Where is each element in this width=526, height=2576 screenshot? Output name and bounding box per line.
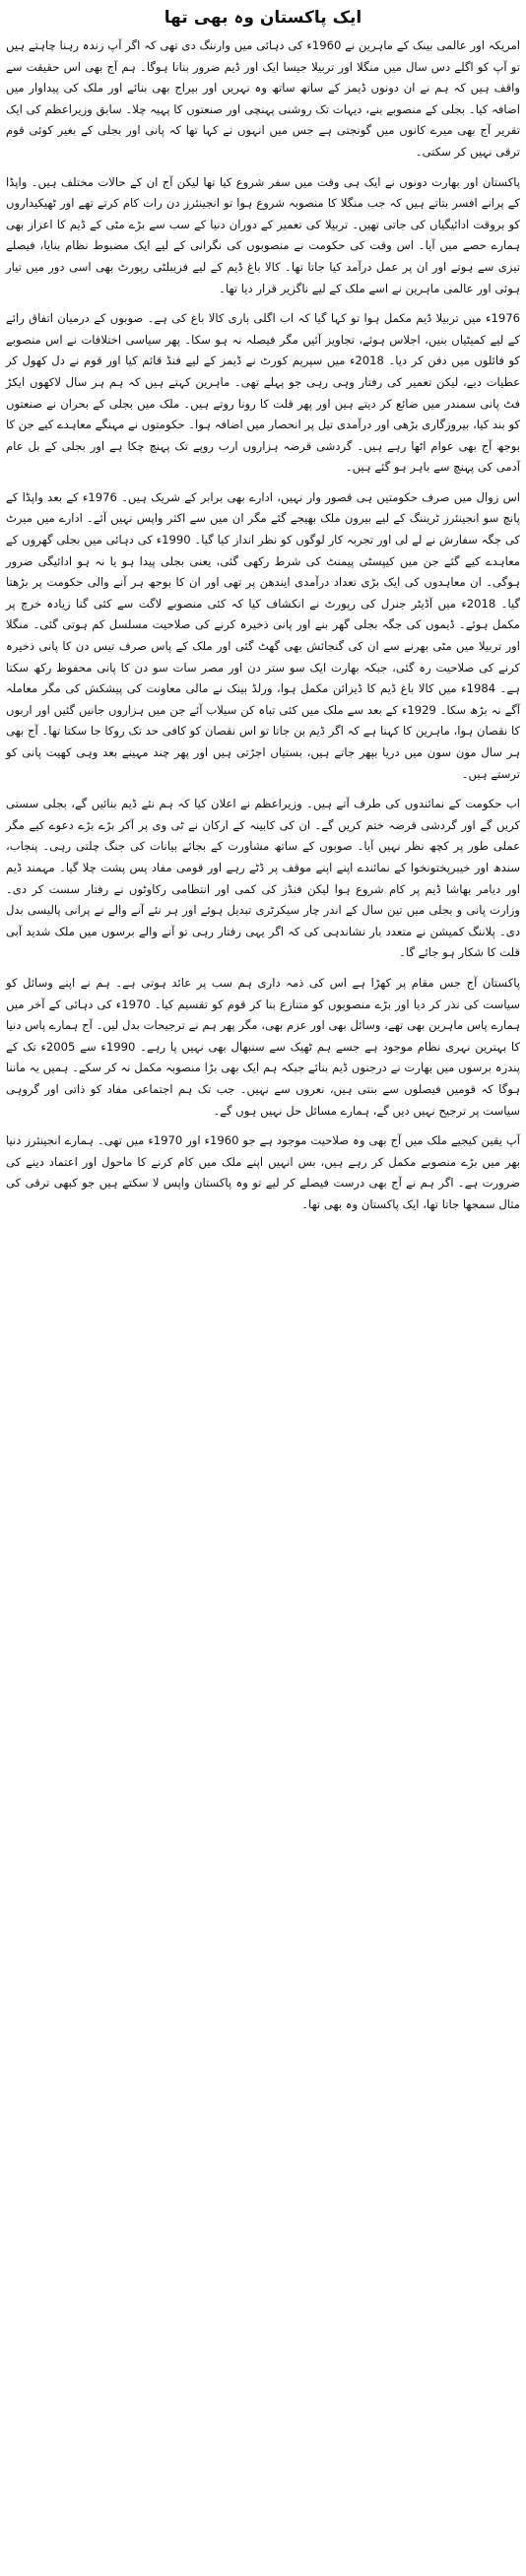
- article-paragraph-3: 1976ء میں تربیلا ڈیم مکمل ہوا تو کہا گیا کہ اب اگلی باری کالا باغ کی ہے۔ صوبوں کے درمیان اتفاق رائے کے لیے کمیٹیاں بنیں، اجلاس ہوئے، تجاویز آئیں مگر فیصلہ نہ ہو سکا۔ پھر سیاسی اختلافات نے اس منصوبے کو فائلوں میں دفن کر دیا۔ 2018ء میں سپریم کورٹ نے ڈیمز کے لیے فنڈ قائم کیا اور قوم نے دل کھول کر عطیات دیے، لیکن تعمیر کی رفتار وہی رہی جو پہلے تھی۔ ماہرین کہتے ہیں کہ ہم ہر سال لاکھوں ایکڑ فٹ پانی سمندر میں ضائع کر دیتے ہیں اور پھر قلت کا رونا روتے ہیں۔ ملک میں بجلی کے بحران نے صنعتوں کو بند کیا، بیروزگاری بڑھی اور درآمدی تیل پر انحصار میں اضافہ ہوا۔ حکومتوں نے مہنگے معاہدے کیے جن کا بوجھ آج بھی عوام اٹھا رہے ہیں۔ گردشی قرضہ ہزاروں ارب روپے تک پہنچ چکا ہے اور بجلی کے بل عام آدمی کی پہنچ سے باہر ہو گئے ہیں۔: [6, 311, 521, 475]
- article-title: ایک پاکستان وہ بھی تھا: [164, 8, 362, 28]
- article-body: [6, 35, 520, 1215]
- article-paragraph-4: اس زوال میں صرف حکومتیں ہی قصور وار نہیں، ادارے بھی برابر کے شریک ہیں۔ 1976ء کے بعد واپڈا کے پانچ سو انجینئرز ٹریننگ کے لیے بیرون ملک بھیجے گئے مگر ان میں سے اکثر واپس نہیں آئے۔ ادارے میں میرٹ کی جگہ سفارش نے لے لی اور تجربہ کار لوگوں کو نظر انداز کیا گیا۔ 1990ء کی دہائی میں بجلی گھروں کے معاہدے کیے گئے جن میں کیپسٹی پیمنٹ کی شرط رکھی گئی، یعنی بجلی پیدا ہو یا نہ ہو ادائیگی ضرور ہوگی۔ ان معاہدوں کی ایک بڑی تعداد درآمدی ایندھن پر تھی اور ان کا بوجھ ہر آنے والی حکومت پر بڑھتا گیا۔ 2018ء میں آڈیٹر جنرل کی رپورٹ نے انکشاف کیا کہ کئی منصوبے لاگت سے کئی گنا زیادہ خرچ پر مکمل ہوئے۔ ڈیموں کی جگہ بجلی گھر بنے اور پانی ذخیرہ کرنے کی صلاحیت مسلسل کم ہوتی گئی۔ منگلا اور تربیلا میں مٹی بھرنے سے ان کی گنجائش بھی گھٹ گئی اور ملک کے پاس صرف تیس دن کا پانی ذخیرہ کرنے کی صلاحیت رہ گئی، جبکہ بھارت ایک سو ستر دن اور مصر سات سو دن کا پانی محفوظ رکھ سکتا ہے۔ 1984ء میں کالا باغ ڈیم کا ڈیزائن مکمل ہوا، ورلڈ بینک نے مالی معاونت کی پیشکش کی مگر معاملہ آگے نہ بڑھ سکا۔ 1929ء کے بعد سے ملک میں کئی تباہ کن سیلاب آئے جن میں ہزاروں جانیں گئیں اور اربوں کا نقصان ہوا، ماہرین کا کہنا ہے کہ اگر ڈیم بن جاتا تو اس نقصان کو کافی حد تک روکا جا سکتا تھا۔ آج بھی ہر سال مون سون میں دریا بپھر جاتے ہیں، بستیاں اجڑتی ہیں اور پھر چند مہینے بعد وہی کھیت پانی کو ترستے ہیں۔: [6, 489, 520, 781]
- article-paragraph-7: آپ یقین کیجیے ملک میں آج بھی وہ صلاحیت موجود ہے جو 1960ء اور 1970ء میں تھی۔ ہمارے انجینئرز دنیا بھر میں بڑے منصوبے مکمل کر رہے ہیں، بس انہیں اپنے ملک میں کام کرنے کا ماحول اور اعتماد دینے کی ضرورت ہے۔ اگر ہم نے آج بھی درست فیصلے کر لیے تو وہ پاکستان واپس لا سکتے ہیں جو کبھی ترقی کی مثال سمجھا جاتا تھا، ایک پاکستان وہ بھی تھا۔: [6, 1133, 520, 1211]
- article-paragraph-2: پاکستان اور بھارت دونوں نے ایک ہی وقت میں سفر شروع کیا تھا لیکن آج ان کے حالات مختلف ہیں۔ واپڈا کے پرانے افسر بتاتے ہیں کہ جب منگلا کا منصوبہ شروع ہوا تو انجینئرز دن رات کام کرتے تھے اور ٹھیکیداروں کو بروقت ادائیگیاں کی جاتی تھیں۔ تربیلا کی تعمیر کے دوران دنیا کے سب سے بڑے مٹی کے ڈیم کا اعزاز بھی ہمارے حصے میں آیا۔ اس وقت کی حکومت نے منصوبوں کی نگرانی کے لیے ایک مضبوط نظام بنایا، فیصلے تیزی سے ہوتے اور ان پر عمل درآمد کیا جاتا تھا۔ کالا باغ ڈیم کے لیے فزیبلٹی رپورٹ بھی اسی دور میں تیار ہوئی اور عالمی ماہرین نے اسے ملک کے لیے ناگزیر قرار دیا تھا۔: [6, 174, 520, 295]
- article-paragraph-5: اب حکومت کے نمائندوں کی طرف آتے ہیں۔ وزیراعظم نے اعلان کیا کہ ہم نئے ڈیم بنائیں گے، بجلی سستی کریں گے اور گردشی قرضہ ختم کریں گے۔ ان کی کابینہ کے ارکان نے ٹی وی پر آکر بڑے بڑے دعوے کیے مگر عملی طور پر کچھ نظر نہیں آیا۔ صوبوں کے ساتھ مشاورت کے بجائے بیانات کی جنگ چلتی رہی۔ پنجاب، سندھ اور خیبرپختونخوا کے نمائندے اپنے اپنے موقف پر ڈٹے رہے اور قومی مفاد پس پشت چلا گیا۔ مہمند ڈیم اور دیامر بھاشا ڈیم پر کام شروع ہوا لیکن فنڈز کی کمی اور انتظامی رکاوٹوں نے رفتار سست کر دی۔ وزارت پانی و بجلی میں تین سال کے اندر چار سیکرٹری تبدیل ہوئے اور ہر نئے آنے والے نے پرانی پالیسی بدل دی۔ پلاننگ کمیشن نے متعدد بار نشاندہی کی کہ اگر یہی رفتار رہی تو آنے والے برسوں میں ملک شدید آبی قلت کا شکار ہو جائے گا۔: [6, 797, 520, 960]
- article-paragraph-6: پاکستان آج جس مقام پر کھڑا ہے اس کی ذمہ داری ہم سب پر عائد ہوتی ہے۔ ہم نے اپنے وسائل کو سیاست کی نذر کر دیا اور بڑے منصوبوں کو متنازع بنا کر قوم کو تقسیم کیا۔ 1970ء کی دہائی کے آخر میں ہمارے پاس ماہرین بھی تھے، وسائل بھی اور عزم بھی، مگر پھر ہم نے ترجیحات بدل لیں۔ آج ہمارے پاس دنیا کا بہترین نہری نظام موجود ہے جسے ہم ٹھیک سے سنبھال بھی نہیں پا رہے۔ 1990ء سے 2005ء تک کے پندرہ برسوں میں بھارت نے درجنوں ڈیم بنائے جبکہ ہم ایک بھی بڑا منصوبہ مکمل نہ کر سکے۔ ہمیں یہ ماننا ہوگا کہ قومیں فیصلوں سے بنتی ہیں، نعروں سے نہیں۔ جب تک ہم اجتماعی مفاد کو ذاتی اور گروہی سیاست پر ترجیح نہیں دیں گے، ہمارے مسائل حل نہیں ہوں گے۔: [6, 975, 520, 1118]
- article-paragraph-1: امریکہ اور عالمی بینک کے ماہرین نے 1960ء کی دہائی میں وارننگ دی تھی کہ اگر آپ زندہ رہنا چاہتے ہیں تو آپ کو اگلے دس سال میں منگلا اور تربیلا جیسا ایک اور ڈیم ضرور بنانا ہوگا۔ ہم آج بھی اس حقیقت سے واقف ہیں کہ ہم نے ان دونوں ڈیمز کے ساتھ ساتھ وہ نہریں اور بیراج بھی بنائے اور ملک کی پیداوار میں اضافہ کیا۔ بجلی کے منصوبے بنے، دیہات تک روشنی پہنچی اور صنعتوں کا پہیہ چلا۔ سابق وزیراعظم کی ایک تقریر آج بھی میرے کانوں میں گونجتی ہے جس میں انہوں نے کہا تھا کہ پانی اور بجلی کے بغیر کوئی قوم ترقی نہیں کر سکتی۔: [6, 38, 520, 159]
